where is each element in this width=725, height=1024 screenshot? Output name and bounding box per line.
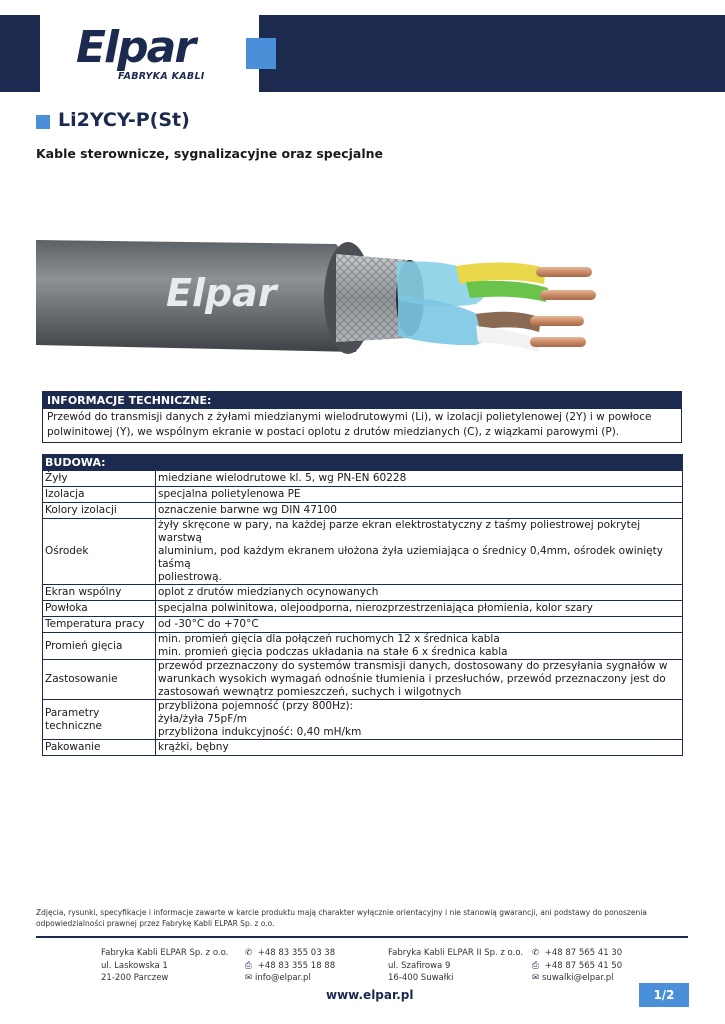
street-1: ul. Laskowska 1 bbox=[101, 960, 168, 971]
row-value-line: przybliżona indukcyjność: 0,40 mH/km bbox=[158, 726, 362, 738]
row-label: Zastosowanie bbox=[43, 660, 156, 700]
address-suwalki bbox=[388, 947, 523, 985]
row-label: Ekran wspólny bbox=[43, 585, 156, 601]
construction-row bbox=[43, 617, 683, 633]
row-value-line: żyła/żyła 75pF/m bbox=[158, 713, 247, 725]
technical-info-heading: INFORMACJE TECHNICZNE: bbox=[43, 392, 681, 409]
construction-row bbox=[43, 700, 683, 740]
row-label: Temperatura pracy bbox=[43, 617, 156, 633]
row-value bbox=[156, 633, 683, 660]
construction-row bbox=[43, 503, 683, 519]
row-value-line: miedziane wielodrutowe kl. 5, wg PN-EN 60228 bbox=[158, 472, 407, 484]
row-value bbox=[156, 660, 683, 700]
row-label: Promień gięcia bbox=[43, 633, 156, 660]
fax-2: +48 87 565 41 50 bbox=[544, 960, 623, 971]
elpar-logo bbox=[76, 22, 216, 86]
cable-image bbox=[36, 180, 688, 385]
logo-wordmark: Elpar bbox=[76, 22, 195, 73]
construction-heading: BUDOWA: bbox=[43, 455, 683, 471]
row-label: Powłoka bbox=[43, 601, 156, 617]
row-label: Ośrodek bbox=[43, 519, 156, 585]
row-value bbox=[156, 601, 683, 617]
fax-icon: ⎙ bbox=[245, 960, 252, 971]
row-value bbox=[156, 519, 683, 585]
row-value-line: specjalna polietylenowa PE bbox=[158, 488, 301, 500]
row-value-line: oznaczenie barwne wg DIN 47100 bbox=[158, 504, 337, 516]
phone-icon: ✆ bbox=[532, 948, 540, 958]
company-name-1: Fabryka Kabli ELPAR Sp. z o.o. bbox=[101, 948, 229, 958]
construction-row bbox=[43, 585, 683, 601]
construction-row bbox=[43, 471, 683, 487]
construction-row bbox=[43, 740, 683, 756]
row-value-line: aluminium, pod każdym ekranem ułożona żyła uziemiająca o średnicy 0,4mm, ośrodek owinięty taśmą bbox=[158, 545, 663, 570]
city-2: 16-400 Suwałki bbox=[388, 973, 454, 983]
contact-suwalki bbox=[532, 947, 622, 985]
row-value-line: specjalna polwinitowa, olejoodporna, nierozprzestrzeniająca płomienia, kolor szary bbox=[158, 602, 593, 614]
row-value-line: min. promień gięcia podczas układania na stałe 6 x średnica kabla bbox=[158, 646, 508, 658]
city-1: 21-200 Parczew bbox=[101, 973, 169, 983]
row-value-line: oplot z drutów miedzianych ocynowanych bbox=[158, 586, 379, 598]
technical-info-text: Przewód do transmisji danych z żyłami miedzianymi wielodrutowymi (Li), w izolacji polietylenowej (2Y) i w powłoce polwinitowej (Y), we wspólnym ekranie w postaci oplotu z drutów miedzianych (C), z wiązkami parowymi (P). bbox=[47, 411, 652, 438]
core-yellow bbox=[456, 262, 546, 284]
row-value-line: poliestrową. bbox=[158, 571, 222, 583]
email-icon: ✉ bbox=[245, 973, 253, 983]
row-value-line: żyły skręcone w pary, na każdej parze ekran elektrostatyczny z taśmy poliestrowej pokrytej warstwą bbox=[158, 519, 641, 544]
product-subtitle: Kable sterownicze, sygnalizacyjne oraz specjalne bbox=[36, 146, 384, 161]
row-value-line: od -30°C do +70°C bbox=[158, 618, 259, 630]
street-2: ul. Szafirowa 9 bbox=[388, 960, 451, 971]
fax-1: +48 83 355 18 88 bbox=[257, 960, 336, 971]
logo-subtitle: FABRYKA KABLI bbox=[118, 71, 205, 82]
conductor-4 bbox=[530, 337, 586, 347]
row-value bbox=[156, 471, 683, 487]
website-link[interactable]: www.elpar.pl bbox=[326, 988, 414, 1002]
title-bullet-square bbox=[36, 115, 50, 129]
header-band-right bbox=[259, 15, 725, 92]
row-label: Izolacja bbox=[43, 487, 156, 503]
construction-table bbox=[42, 454, 683, 756]
row-value bbox=[156, 740, 683, 756]
conductor-3 bbox=[530, 316, 584, 326]
construction-row bbox=[43, 487, 683, 503]
row-label: Parametry techniczne bbox=[43, 700, 156, 740]
row-value bbox=[156, 700, 683, 740]
email-1[interactable]: info@elpar.pl bbox=[255, 973, 311, 983]
row-value-line: przybliżona pojemność (przy 800Hz): bbox=[158, 700, 354, 712]
contact-parczew bbox=[245, 947, 335, 985]
footer-rule bbox=[36, 936, 688, 938]
phone-2: +48 87 565 41 30 bbox=[544, 948, 623, 958]
fax-icon: ⎙ bbox=[532, 960, 539, 971]
phone-icon: ✆ bbox=[245, 948, 253, 958]
conductor-2 bbox=[540, 290, 596, 300]
row-value bbox=[156, 585, 683, 601]
row-value-line: krążki, bębny bbox=[158, 741, 229, 753]
row-value-line: warunkach wysokich wymagań odnośnie tłumienia i przesłuchów, przewód przeznaczony jest do bbox=[158, 673, 666, 685]
page-number: 1/2 bbox=[639, 983, 689, 1007]
row-value bbox=[156, 487, 683, 503]
row-value bbox=[156, 503, 683, 519]
conductor-1 bbox=[536, 267, 592, 277]
row-value-line: przewód przeznaczony do systemów transmisji danych, dostosowany do przesyłania sygnałów w bbox=[158, 660, 668, 672]
technical-info-box bbox=[42, 391, 682, 443]
header-accent-square bbox=[246, 38, 276, 69]
disclaimer-text: Zdjęcia, rysunki, specyfikacje i informacje zawarte w karcie produktu mają charakter wyłącznie orientacyjny i nie stanowią gwarancji, ani podstawy do ponoszenia odpowiedzialności prawnej przez Fabrykę Kabli ELPAR Sp. z o.o. bbox=[36, 908, 647, 928]
pair-screen-bottom bbox=[398, 296, 491, 345]
row-label: Pakowanie bbox=[43, 740, 156, 756]
construction-row bbox=[43, 633, 683, 660]
construction-row bbox=[43, 601, 683, 617]
row-label: Kolory izolacji bbox=[43, 503, 156, 519]
row-value-line: zastosowań wewnątrz pomieszczeń, suchych i wilgotnych bbox=[158, 686, 462, 698]
phone-1: +48 83 355 03 38 bbox=[257, 948, 336, 958]
header-band-left bbox=[0, 15, 40, 92]
row-value bbox=[156, 617, 683, 633]
construction-row bbox=[43, 519, 683, 585]
row-label: Żyły bbox=[43, 471, 156, 487]
company-name-2: Fabryka Kabli ELPAR II Sp. z o.o. bbox=[388, 948, 524, 958]
email-icon: ✉ bbox=[532, 973, 540, 983]
row-value-line: min. promień gięcia dla połączeń ruchomych 12 x średnica kabla bbox=[158, 633, 500, 645]
email-2[interactable]: suwalki@elpar.pl bbox=[542, 973, 614, 983]
address-parczew bbox=[101, 947, 228, 985]
product-title: Li2YCY-P(St) bbox=[58, 109, 190, 131]
construction-row bbox=[43, 660, 683, 700]
cable-print-text: Elpar bbox=[166, 271, 277, 315]
construction-heading-row bbox=[43, 455, 683, 471]
